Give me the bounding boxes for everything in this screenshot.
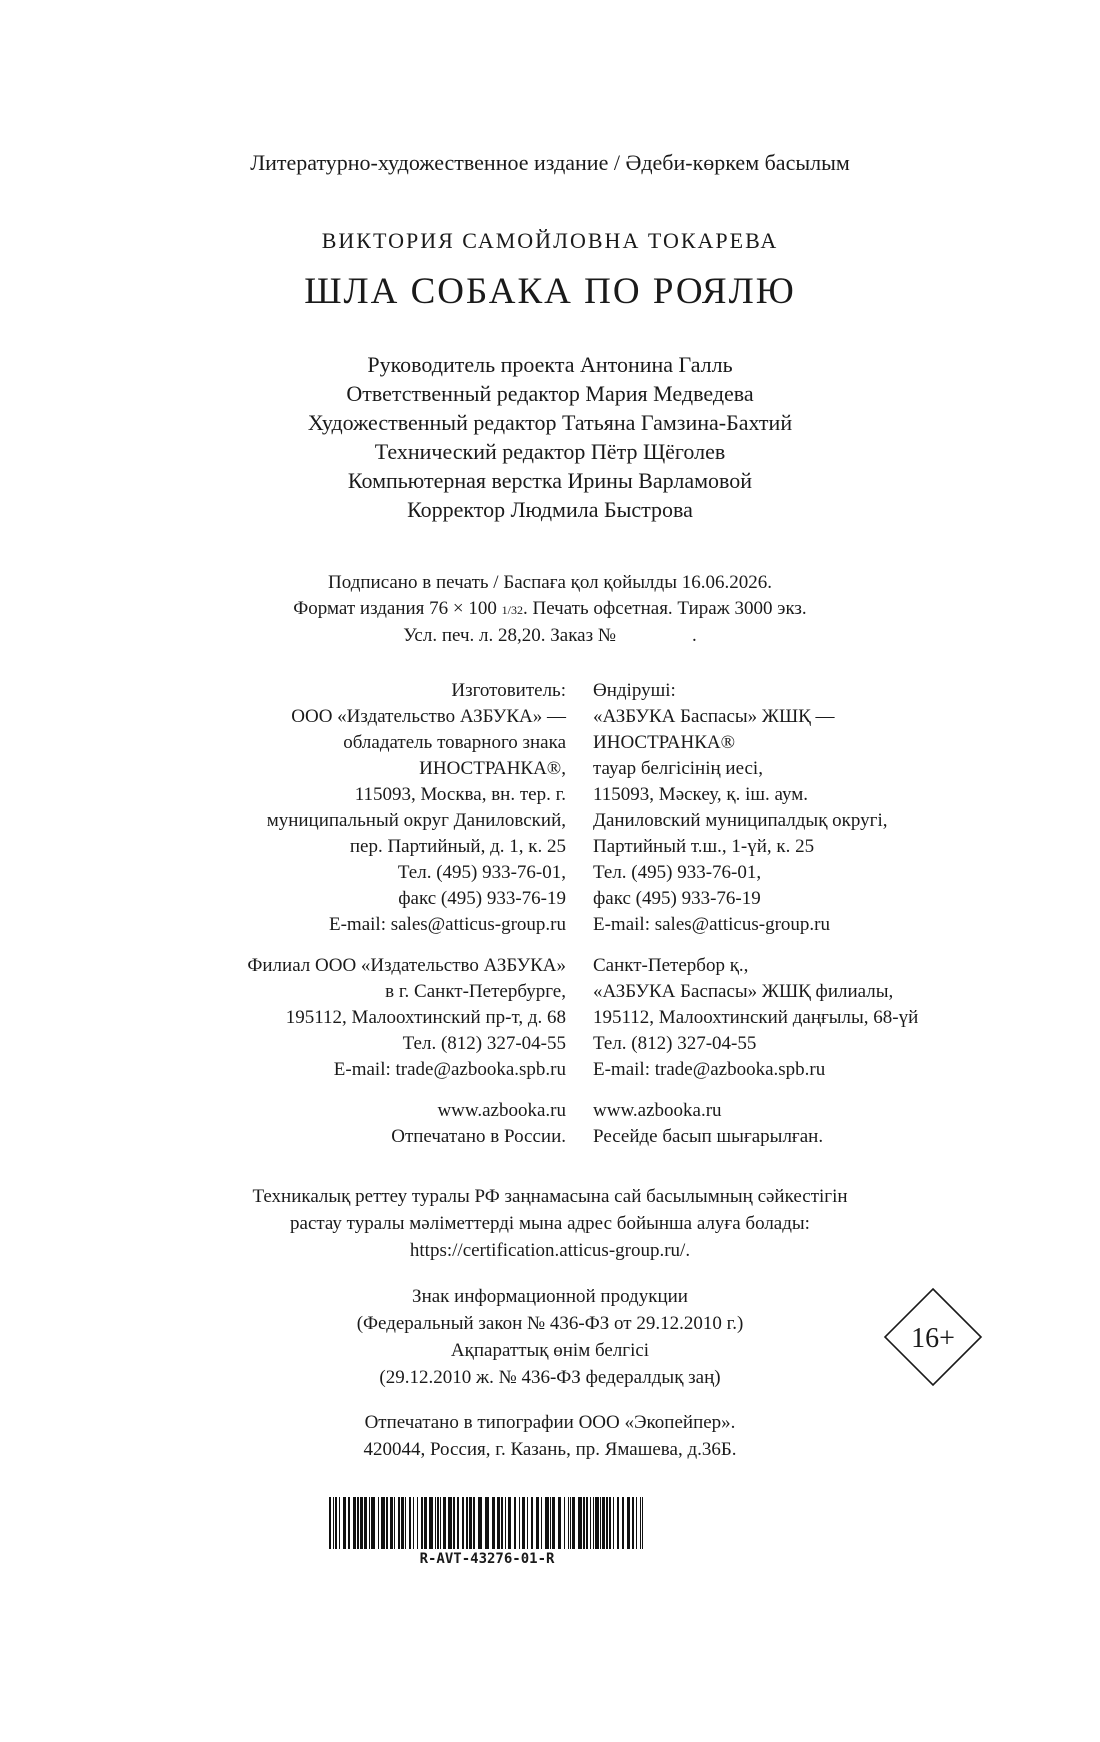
barcode-bar (583, 1497, 585, 1549)
barcode-bar (437, 1497, 439, 1549)
barcode-bar (541, 1497, 542, 1549)
format-suffix: . Печать офсетная. Тираж 3000 экз. (522, 598, 807, 619)
manufacturer-ru-line: ИНОСТРАНКА®, (419, 758, 566, 779)
barcode-bar (369, 1497, 370, 1549)
branch-ru-line: E-mail: trade@azbooka.spb.ru (333, 1059, 566, 1080)
barcode-bar (531, 1497, 533, 1549)
barcode-bar (632, 1497, 634, 1549)
branch-kz (593, 953, 1013, 1083)
barcode-bar (453, 1497, 455, 1549)
barcode-bar (394, 1497, 395, 1549)
barcode-bar (473, 1497, 475, 1549)
barcode-bar (602, 1497, 605, 1549)
credit-line: Корректор Людмила Быстрова (407, 497, 693, 522)
barcode-bar (578, 1497, 582, 1549)
signed-date: Подписано в печать / Баспаға қол қойылды 16.06.2026. (328, 572, 772, 593)
barcode-bar (360, 1497, 363, 1549)
barcode-bar (390, 1497, 393, 1549)
branch-kz-line: 195112, Малоохтинский даңғылы, 68-үй (593, 1007, 919, 1028)
manufacturer-kz-line: Партийный т.ш., 1-үй, к. 25 (593, 836, 815, 857)
barcode-bar (519, 1497, 520, 1549)
barcode-bar (409, 1497, 411, 1549)
website-link[interactable]: www.azbooka.ru (437, 1100, 566, 1121)
format-fraction: 1/32 (501, 603, 523, 617)
barcode-bar (558, 1497, 561, 1549)
barcode-bar (357, 1497, 359, 1549)
barcode-bar (405, 1497, 406, 1549)
printer-line: Отпечатано в типографии ООО «Экопейпер». (364, 1412, 736, 1433)
barcode-bar (429, 1497, 433, 1549)
branch-kz-line: Санкт-Петербор қ., (593, 955, 749, 976)
info-sign-line: Знак информационной продукции (412, 1286, 688, 1307)
barcode-bar (622, 1497, 624, 1549)
barcode-bar (469, 1497, 472, 1549)
barcode-bar (550, 1497, 551, 1549)
credit-line: Компьютерная верстка Ирины Варламовой (347, 468, 753, 493)
barcode-bar (522, 1497, 525, 1549)
website-link[interactable]: www.azbooka.ru (593, 1100, 722, 1121)
barcode-bar (568, 1497, 569, 1549)
barcode-bar (536, 1497, 539, 1549)
barcode-bar (636, 1497, 637, 1549)
manufacturer-kz-line: тауар белгісінің иесі, (593, 758, 763, 779)
barcode-bar (421, 1497, 423, 1549)
barcode-bar (401, 1497, 404, 1549)
barcode-bar (440, 1497, 441, 1549)
manufacturer-ru-line: 115093, Москва, вн. тер. г. (354, 784, 566, 805)
format-prefix: Формат издания 76 × 100 (293, 598, 502, 619)
branch-ru-line: в г. Санкт-Петербурге, (385, 981, 566, 1002)
branch-kz-line: E-mail: trade@azbooka.spb.ru (593, 1059, 826, 1080)
barcode-bar (600, 1497, 601, 1549)
printed-in-kz: Ресейде басып шығарылған. (593, 1126, 824, 1147)
certification-line: Техникалық реттеу туралы РФ заңнамасына сай басылымның сәйкестігін (252, 1186, 848, 1207)
barcode-bar (333, 1497, 334, 1549)
barcode-bar (457, 1497, 459, 1549)
barcode-bar (590, 1497, 591, 1549)
info-sign-line: (29.12.2010 ж. № 436-ФЗ федералдық заң) (379, 1367, 721, 1388)
book-title: ШЛА СОБАКА ПО РОЯЛЮ (304, 271, 796, 312)
barcode-bar (386, 1497, 388, 1549)
barcode-bar (586, 1497, 588, 1549)
manufacturer-kz-line: Тел. (495) 933-76-01, (593, 862, 762, 883)
barcode-bar (613, 1497, 614, 1549)
barcode-bar (545, 1497, 549, 1549)
barcode-bar (617, 1497, 619, 1549)
printed-in-ru: Отпечатано в России. (391, 1126, 566, 1147)
credits-block (0, 350, 1100, 524)
edition-type: Литературно-художественное издание / Әдеби-көркем басылым (250, 150, 850, 175)
barcode-bar (485, 1497, 489, 1549)
barcode-bar (595, 1497, 599, 1549)
barcode-bar (448, 1497, 452, 1549)
barcode-bar (417, 1497, 418, 1549)
branch-kz-line: Тел. (812) 327-04-55 (593, 1033, 757, 1054)
barcode-bar (552, 1497, 555, 1549)
branch-kz-line: «АЗБУКА Баспасы» ЖШҚ филиалы, (593, 981, 894, 1002)
barcode-bar (492, 1497, 495, 1549)
site-ru (150, 1098, 566, 1150)
barcode-bar (466, 1497, 468, 1549)
barcode-bar (435, 1497, 436, 1549)
manufacturer-kz-line: «АЗБУКА Баспасы» ЖШҚ — (593, 706, 835, 727)
barcode-bar (371, 1497, 375, 1549)
barcode-bar (343, 1497, 346, 1549)
author-name: ВИКТОРИЯ САМОЙЛОВНА ТОКАРЕВА (321, 228, 779, 253)
barcode-bar (478, 1497, 482, 1549)
info-sign-line: (Федеральный закон № 436-ФЗ от 29.12.2010 г.) (356, 1313, 744, 1334)
credit-line: Руководитель проекта Антонина Галль (367, 352, 733, 377)
printer-block (0, 1409, 1100, 1463)
barcode-bar (609, 1497, 611, 1549)
volume-line: Усл. печ. л. 28,20. Заказ № . (403, 625, 697, 646)
barcode-bar (335, 1497, 337, 1549)
barcode-bar (627, 1497, 630, 1549)
manufacturer-ru (150, 678, 566, 938)
barcode-bar (593, 1497, 594, 1549)
manufacturer-kz-line: 115093, Мәскеу, қ. іш. аум. (593, 784, 809, 805)
manufacturer-ru-line: обладатель товарного знака (343, 732, 566, 753)
branch-ru-line: 195112, Малоохтинский пр-т, д. 68 (285, 1007, 566, 1028)
barcode-bar (505, 1497, 506, 1549)
age-rating-badge (883, 1287, 983, 1387)
manufacturer-kz-line: ИНОСТРАНКА® (593, 732, 736, 753)
format-line (0, 596, 1100, 623)
barcode-bar (462, 1497, 464, 1549)
barcode-bar (514, 1497, 516, 1549)
barcode-bar (640, 1497, 641, 1549)
certification-block (0, 1183, 1100, 1264)
certification-line: растау туралы мәліметтерді мына адрес бойынша алуға болады: (290, 1213, 810, 1234)
barcode-bar (381, 1497, 385, 1549)
info-sign-line: Ақпараттық өнім белгісі (450, 1340, 650, 1361)
barcode-bar (508, 1497, 511, 1549)
branch-ru-line: Филиал ООО «Издательство АЗБУКА» (247, 955, 566, 976)
barcode-bar (572, 1497, 575, 1549)
barcode-bar (443, 1497, 446, 1549)
branch-ru-line: Тел. (812) 327-04-55 (402, 1033, 566, 1054)
barcode-bar (364, 1497, 367, 1549)
barcode-bar (570, 1497, 571, 1549)
barcode-bar (353, 1497, 356, 1549)
manufacturer-ru-line: E-mail: sales@atticus-group.ru (329, 914, 566, 935)
credit-line: Технический редактор Пётр Щёголев (374, 439, 726, 464)
barcode-bar (497, 1497, 500, 1549)
barcode-bar (413, 1497, 414, 1549)
barcode-bar (606, 1497, 608, 1549)
barcode-bar (339, 1497, 340, 1549)
barcode-bar (642, 1497, 643, 1549)
barcode-bar (329, 1497, 331, 1549)
certification-url[interactable]: https://certification.atticus-group.ru/. (409, 1240, 691, 1261)
manufacturer-ru-line: ООО «Издательство АЗБУКА» — (291, 706, 566, 727)
branch-ru (150, 953, 566, 1083)
barcode-code: R-AVT-43276-01-R (419, 1551, 555, 1567)
barcode-bar (424, 1497, 427, 1549)
manufacturer-kz-line: E-mail: sales@atticus-group.ru (593, 914, 830, 935)
site-kz (593, 1098, 1013, 1150)
manufacturer-ru-line: Изготовитель: (451, 680, 566, 701)
barcode-bar (501, 1497, 503, 1549)
manufacturer-kz-line: Даниловский муниципалдық округі, (593, 810, 888, 831)
manufacturer-ru-line: факс (495) 933-76-19 (398, 888, 566, 909)
manufacturer-kz-line: Өндіруші: (593, 680, 676, 701)
manufacturer-ru-line: муниципальный округ Даниловский, (266, 810, 566, 831)
barcode-bar (378, 1497, 379, 1549)
barcode-bar (564, 1497, 565, 1549)
printer-address: 420044, Россия, г. Казань, пр. Ямашева, д.36Б. (363, 1439, 737, 1460)
credit-line: Ответственный редактор Мария Медведева (346, 381, 754, 406)
manufacturer-kz-line: факс (495) 933-76-19 (593, 888, 761, 909)
barcode-bar (527, 1497, 528, 1549)
barcode-bar (348, 1497, 350, 1549)
age-rating-text: 16+ (911, 1323, 955, 1354)
manufacturer-kz (593, 678, 1013, 938)
manufacturer-ru-line: Тел. (495) 933-76-01, (397, 862, 566, 883)
manufacturer-ru-line: пер. Партийный, д. 1, к. 25 (349, 836, 566, 857)
print-info-block (0, 570, 1100, 649)
credit-line: Художественный редактор Татьяна Гамзина-Бахтий (307, 410, 793, 435)
barcode-bar (398, 1497, 400, 1549)
barcode-image (327, 1497, 647, 1549)
